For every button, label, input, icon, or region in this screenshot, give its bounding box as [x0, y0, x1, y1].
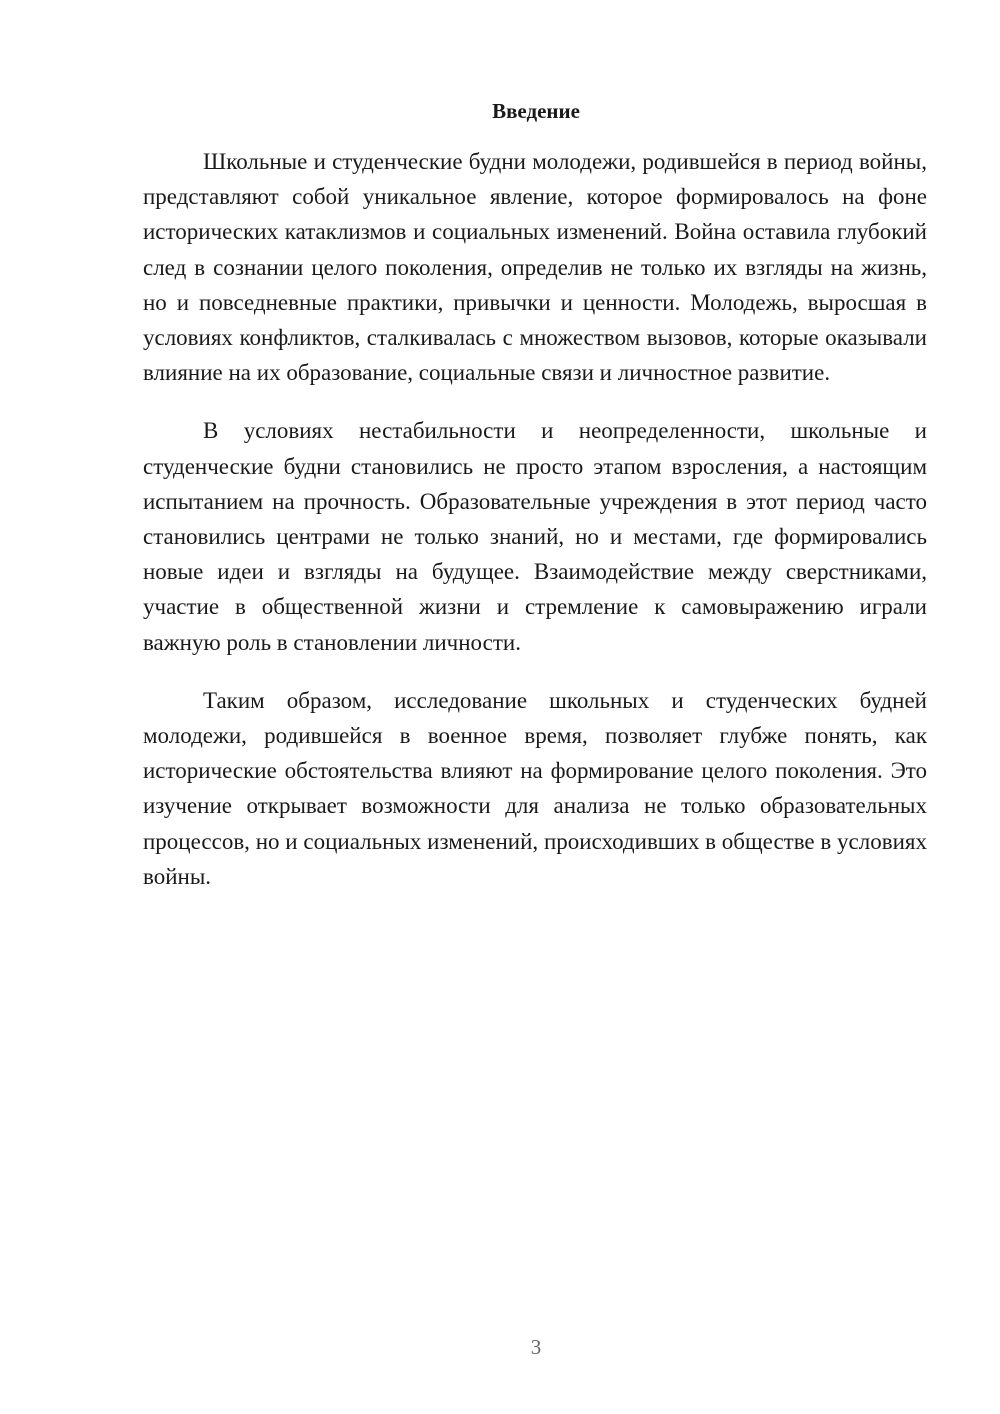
section-heading: Введение — [492, 99, 580, 123]
paragraph-2: В условиях нестабильности и неопределенности, школьные и студенческие будни становились не просто этапом взросления, а настоящим испытанием на прочность. Образовательные учреждения в этот период часто становились центрами не только знаний, но и местами, где формировались новые идеи и взгляды на будущее. Взаимодействие между сверстниками, участие в общественной жизни и стремление к самовыражению играли важную роль в становлении личности. — [143, 418, 927, 655]
paragraph-3: Таким образом, исследование школьных и студенческих будней молодежи, родившейся в военное время, позволяет глубже понять, как исторические обстоятельства влияют на формирование целого поколения. Это изучение открывает возможности для анализа не только образовательных процессов, но и социальных изменений, происходивших в обществе в условиях войны. — [143, 687, 927, 889]
page-number: 3 — [530, 1335, 542, 1359]
body-text — [143, 144, 927, 917]
paragraph-1: Школьные и студенческие будни молодежи, родившейся в период войны, представляют собой уникальное явление, которое формировалось на фоне исторических катаклизмов и социальных изменений. Война оставила глубокий след в сознании целого поколения, определив не только их взгляды на жизнь, но и повседневные практики, привычки и ценности. Молодежь, выросшая в условиях конфликтов, сталкивалась с множеством вызовов, которые оказывали влияние на их образование, социальные связи и личностное развитие. — [143, 149, 927, 386]
